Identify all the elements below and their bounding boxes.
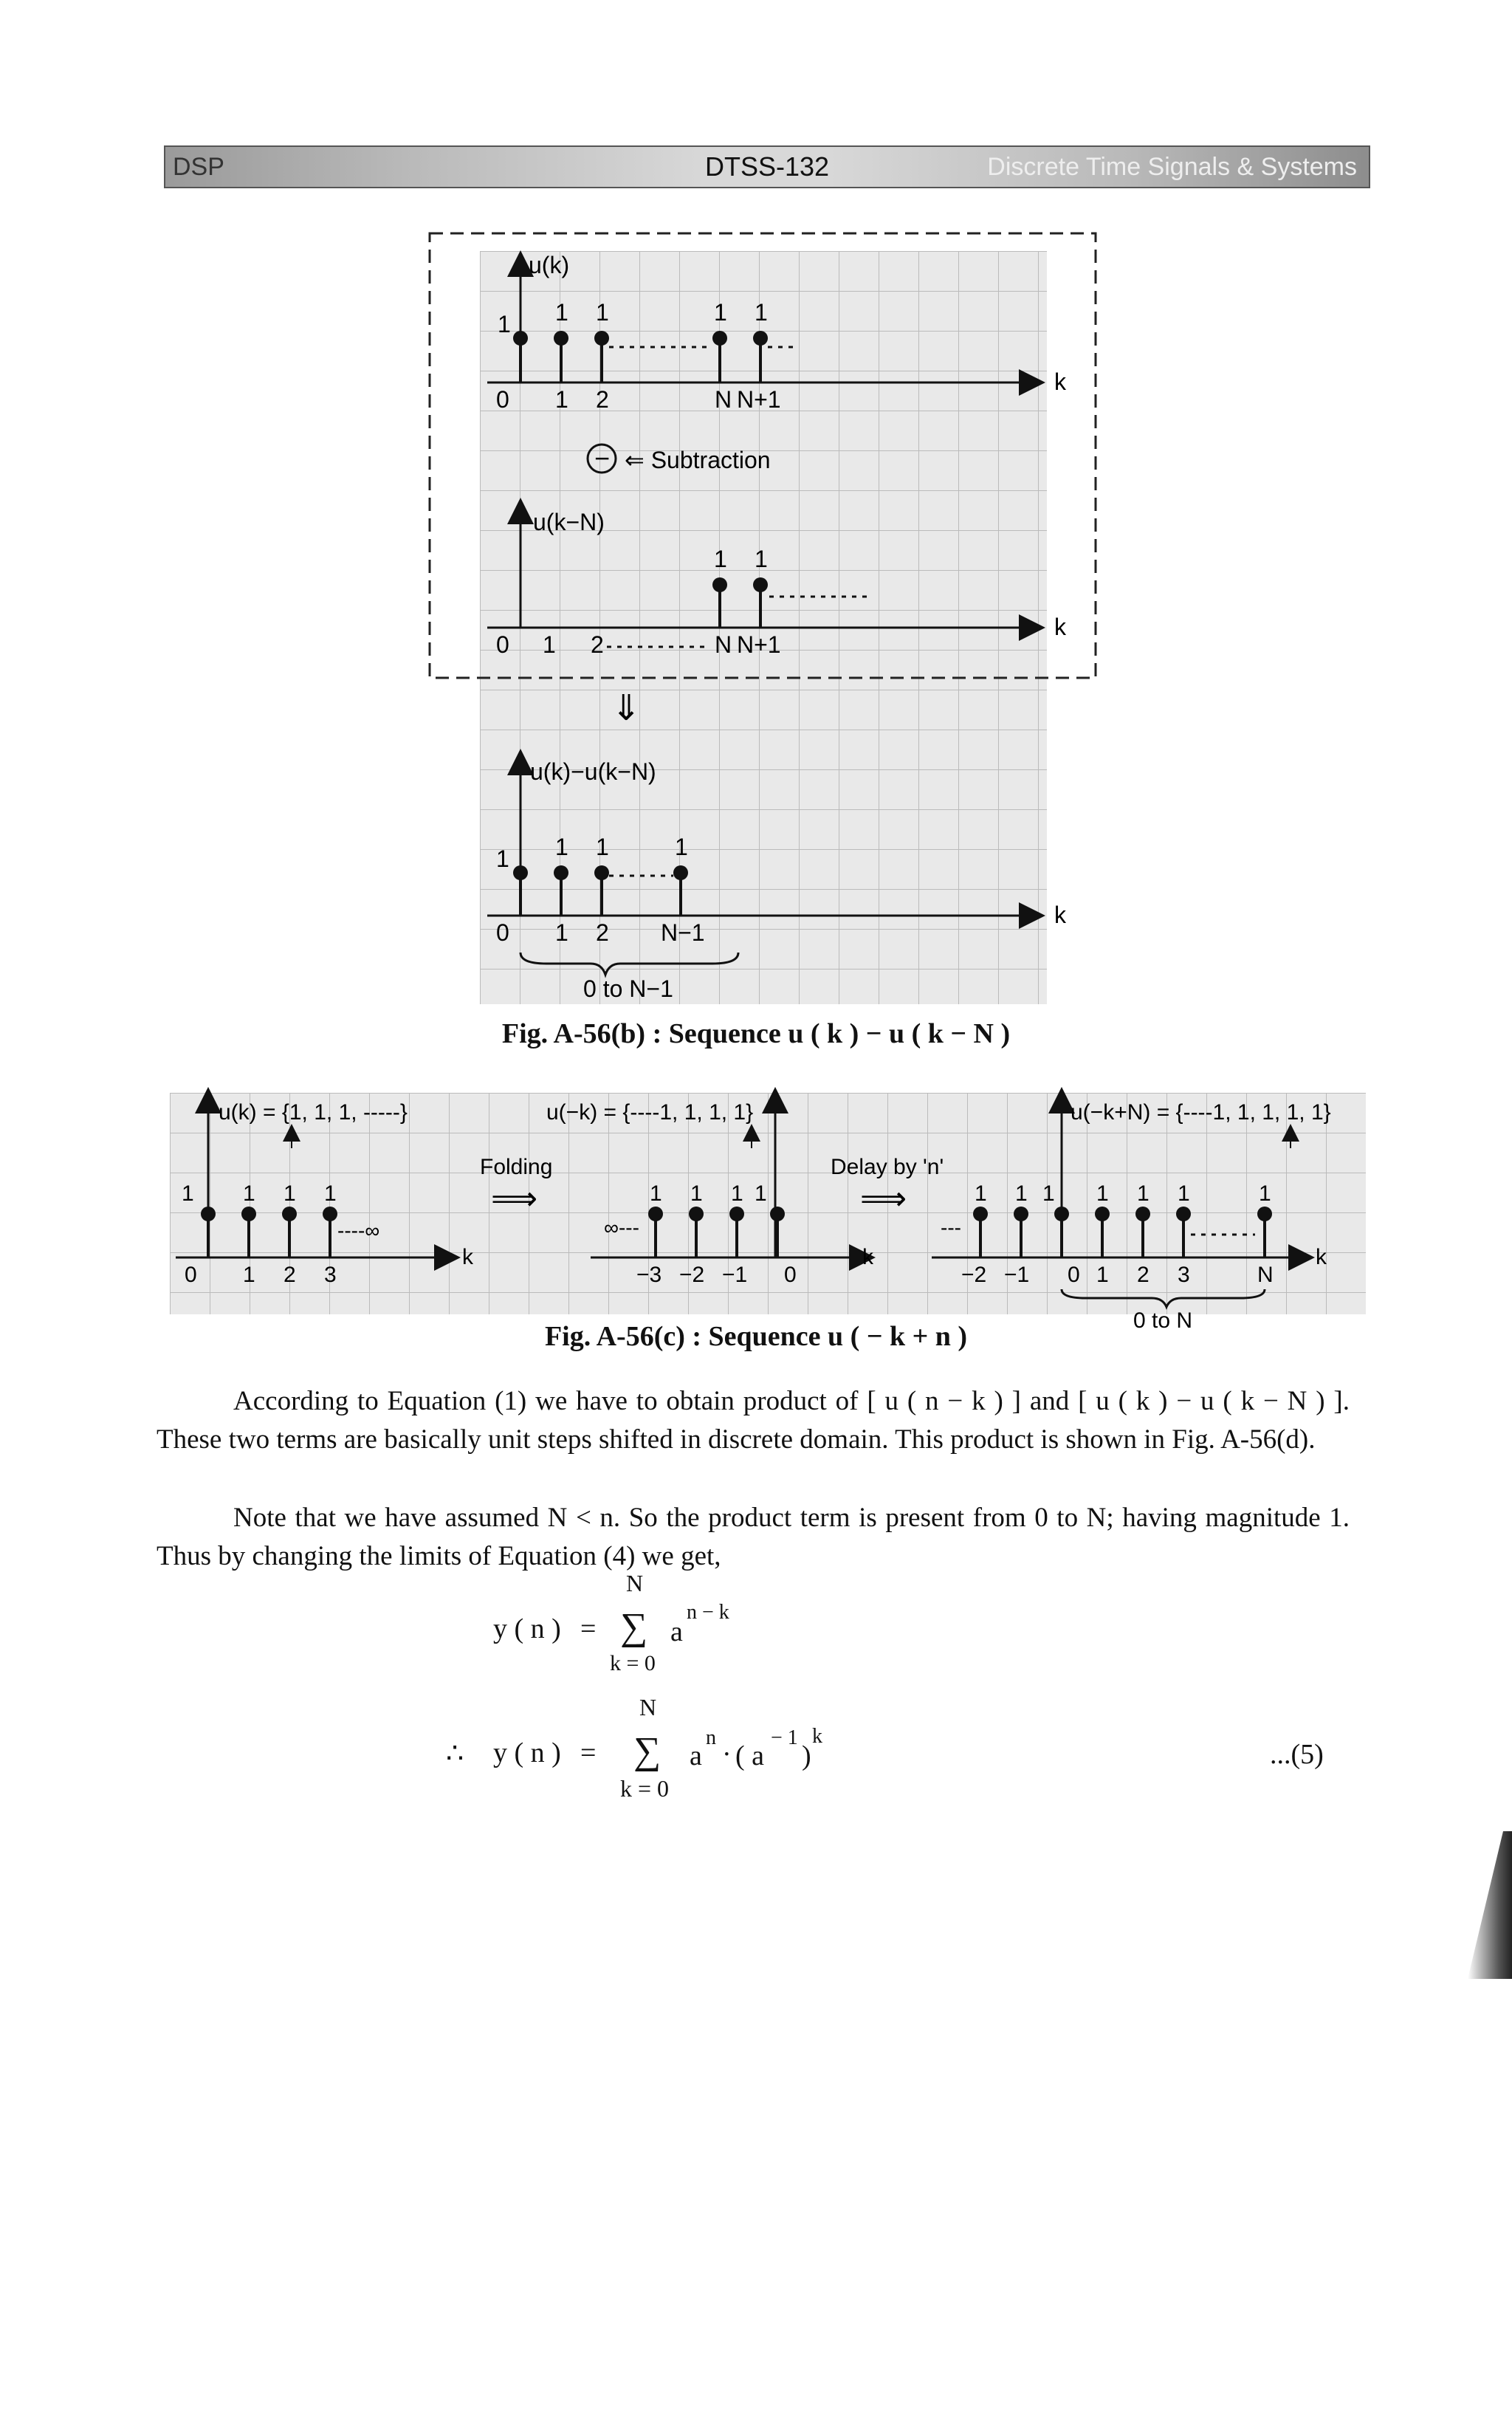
c3-tick-2: 0 [1068,1263,1080,1287]
c2-tick-2: −1 [722,1263,748,1287]
header-page-code: DTSS-132 [704,151,830,182]
eq1-sum: ∑ [620,1606,648,1648]
c3-val-2: 1 [1042,1181,1055,1206]
eq1-lhs: y ( n ) [493,1613,561,1644]
delay-label: Delay by 'n' [831,1155,944,1179]
c1-axis-k: k [462,1245,473,1269]
plot2-val-1: 1 [755,546,768,572]
plot1-tick-4: N+1 [737,386,781,413]
eq2-sum: ∑ [633,1730,662,1772]
c3-tick-0: −2 [961,1263,987,1287]
eq2-dot: · [722,1739,732,1770]
plot3-tick-3: N−1 [661,919,705,946]
svg-text:---: --- [941,1216,961,1239]
scan-edge [1468,1831,1512,1979]
eq2-upper: N [639,1694,657,1720]
c3-title: u(−k+N) = {----1, 1, 1, 1, 1} [1071,1100,1331,1125]
c3-val-3: 1 [1096,1181,1109,1206]
c3-tick-5: 3 [1178,1263,1190,1287]
plot1-val-1: 1 [555,299,568,326]
c2-val-1: 1 [690,1181,703,1206]
c3-tick-6: N [1257,1263,1274,1287]
eq2-number: ...(5) [1270,1739,1324,1770]
plot3-val-3: 1 [675,834,688,860]
c2-dots: ∞--- [604,1216,639,1239]
c3-tick-3: 1 [1096,1263,1109,1287]
c1-dots: ----∞ [337,1219,380,1242]
c3-val-5: 1 [1178,1181,1190,1206]
folding-label: Folding [480,1155,553,1179]
c2-tick-1: −2 [679,1263,705,1287]
c3-axis-k: k [1316,1245,1327,1269]
eq1-term: a [670,1616,683,1647]
c1-tick-3: 3 [324,1263,337,1287]
eq2-term2: ( a [735,1740,765,1771]
plot1-axis-k: k [1054,368,1066,395]
plot1-val-4: 1 [755,299,768,326]
plot1-tick-2: 2 [596,386,609,413]
paragraph-1: According to Equation (1) we have to obtain product of [ u ( n − k ) ] and [ u ( k ) − u ( k − N ) ]. These two terms are basically unit steps shifted in discrete domain. This product is shown in Fig. A-56(d). [157,1386,1350,1455]
plot1-title: u(k) [529,252,570,278]
c2-val-0: 1 [650,1181,662,1206]
plot3-axis-k: k [1054,902,1066,928]
figure-b-caption: Fig. A-56(b) : Sequence u ( k ) − u ( k − N ) [501,1018,1011,1049]
c2-tick-3: 0 [784,1263,797,1287]
plot3-val-0: 1 [496,845,509,872]
plot2-tick-0: 0 [496,631,509,658]
plot1-val-0: 1 [498,311,511,337]
c1-tick-0: 0 [185,1263,197,1287]
eq2-therefore: ∴ [446,1738,464,1769]
plot2-tick-2: 2 [591,631,604,658]
c1-val-0: 1 [182,1181,194,1206]
plot3-brace-label: 0 to N−1 [583,975,673,1002]
c1-title: u(k) = {1, 1, 1, -----} [219,1100,408,1125]
plot2-tick-1: 1 [543,631,556,658]
c1-val-3: 1 [324,1181,337,1206]
eq2-close: ) [802,1740,811,1771]
header-left-text: DSP [173,153,224,181]
plot3-val-2: 1 [596,834,609,860]
plot1-tick-3: N [715,386,732,413]
plot1-tick-1: 1 [555,386,568,413]
plot2-title: u(k−N) [533,509,605,535]
eq1-exp: n − k [687,1601,729,1624]
header-chapter-title: Discrete Time Signals & Systems [987,153,1357,181]
eq2-equals: = [580,1737,597,1768]
c1-tick-2: 2 [284,1263,296,1287]
c2-axis-k: k [862,1245,873,1269]
eq1-equals: = [580,1613,597,1644]
folding-arrow: ⟹ [491,1181,538,1217]
c1-val-2: 1 [284,1181,296,1206]
eq1-lower: k = 0 [610,1651,656,1675]
eq2-exp1: n [706,1726,716,1749]
plot2-axis-k: k [1054,614,1066,640]
plot3-tick-0: 0 [496,919,509,946]
paragraph-2: Note that we have assumed N < n. So the product term is present from 0 to N; having magnitude 1. Thus by changing the limits of Equation (4) we get, [157,1503,1350,1571]
eq2-exp3: k [812,1725,822,1748]
figure-c-caption: Fig. A-56(c) : Sequence u ( − k + n ) [544,1321,968,1352]
figure-a56b [0,0,1512,1063]
plot3-title: u(k)−u(k−N) [530,758,656,785]
eq2-lhs: y ( n ) [493,1737,561,1768]
subtraction-symbol: − [594,443,611,473]
eq2-lower: k = 0 [620,1775,670,1802]
c2-title: u(−k) = {----1, 1, 1, 1} [546,1100,754,1125]
figure-a56c [0,1078,1512,1344]
c3-brace-label: 0 to N [1133,1308,1193,1333]
eq2-term1: a [690,1740,702,1771]
plot1-val-3: 1 [714,299,727,326]
plot2-tick-3: N [715,631,732,658]
eq2-exp2: − 1 [771,1726,798,1749]
plot2-tick-4: N+1 [737,631,781,658]
subtraction-text: ⇐ Subtraction [625,447,771,473]
plot3-tick-1: 1 [555,919,568,946]
c1-val-1: 1 [243,1181,255,1206]
c2-val-2: 1 [731,1181,743,1206]
c3-val-1: 1 [1015,1181,1028,1206]
c1-tick-1: 1 [243,1263,255,1287]
plot1-val-2: 1 [596,299,609,326]
c3-tick-4: 2 [1137,1263,1150,1287]
c3-tick-1: −1 [1004,1263,1030,1287]
plot2-val-0: 1 [714,546,727,572]
plot3-val-1: 1 [555,834,568,860]
plot3-tick-2: 2 [596,919,609,946]
down-arrow: ⇓ [611,689,642,728]
plot1-tick-0: 0 [496,386,509,413]
c2-tick-0: −3 [636,1263,662,1287]
c3-val-4: 1 [1137,1181,1150,1206]
eq1-upper: N [626,1570,644,1596]
c2-val-3: 1 [755,1181,767,1206]
c3-val-0: 1 [975,1181,987,1206]
delay-arrow: ⟹ [860,1181,907,1217]
c3-val-6: 1 [1259,1181,1271,1206]
